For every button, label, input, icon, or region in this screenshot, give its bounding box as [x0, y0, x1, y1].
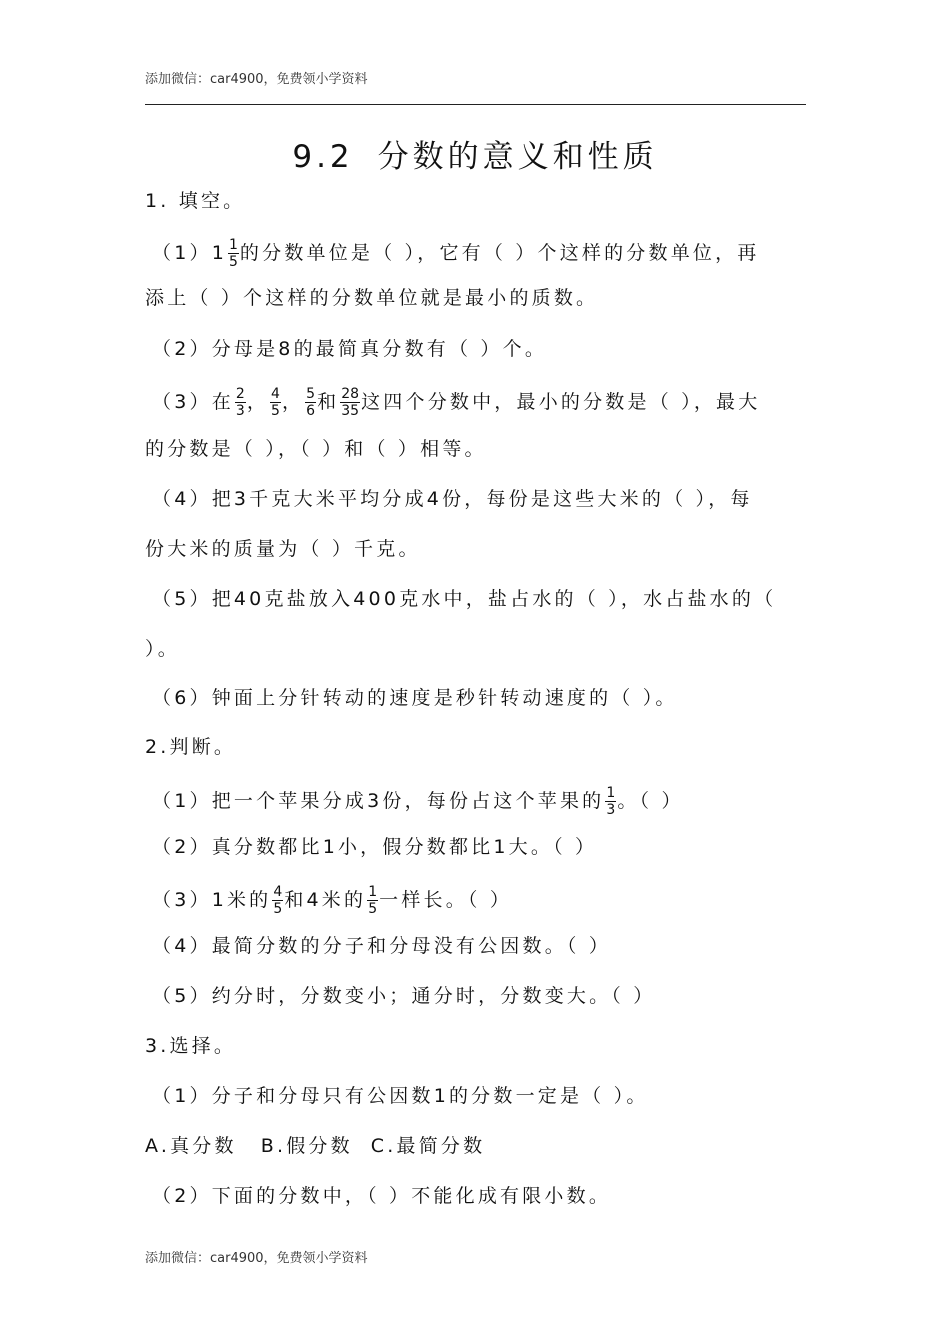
fraction-numerator: 4 [271, 386, 280, 402]
conjunction: 和 [317, 391, 340, 413]
s2-q5: （5）约分时，分数变小；通分时，分数变大。（ ） [152, 985, 656, 1007]
s2-q3-prefix: （3）1米的 [152, 889, 272, 911]
fraction-denominator: 5 [273, 901, 283, 917]
section3-heading: 3.选择。 [145, 1035, 237, 1057]
option-b: B.假分数 [260, 1135, 353, 1157]
s2-q2: （2）真分数都比1小，假分数都比1大。（ ） [152, 836, 598, 858]
fraction-numerator: 2 [235, 386, 245, 402]
s1-q3-line2: 的分数是（ ），（ ）和（ ）相等。 [145, 438, 487, 460]
fraction-denominator: 5 [229, 254, 238, 270]
separator: ， [281, 391, 305, 413]
section1-heading: 1. 填空。 [145, 190, 246, 212]
s1-q5-line1: （5）把40克盐放入400克水中，盐占水的（ ），水占盐水的（ [152, 588, 777, 610]
section2-heading: 2.判断。 [145, 736, 237, 758]
s2-q1-tail: 。（ ） [617, 790, 684, 812]
s1-q1-fraction [228, 238, 239, 269]
fraction-4-5 [272, 885, 283, 916]
fraction-1-5 [367, 885, 378, 916]
s1-q1-line2: 添上（ ）个这样的分数单位就是最小的质数。 [145, 287, 599, 309]
fraction-denominator: 3 [606, 802, 616, 818]
s1-q4-line1: （4）把3千克大米平均分成4份，每份是这些大米的（ ），每 [152, 488, 753, 510]
option-c: C.最简分数 [370, 1135, 486, 1157]
fraction-numerator: 4 [273, 884, 283, 900]
fraction-denominator: 6 [306, 403, 316, 419]
fraction-28-35 [340, 387, 360, 418]
page-title [0, 131, 950, 176]
s1-q1-text: 的分数单位是（ ），它有（ ）个这样的分数单位，再 [239, 242, 760, 264]
fraction-1-3 [605, 786, 616, 817]
s1-q3-text: 这四个分数中，最小的分数是（ ），最大 [361, 391, 761, 413]
fraction-denominator: 3 [235, 403, 245, 419]
s1-q1-line1 [152, 238, 822, 269]
fraction-numerator: 1 [606, 785, 616, 801]
fraction-denominator: 5 [271, 403, 280, 419]
fraction-2-3 [235, 387, 246, 418]
fraction-5-6 [305, 387, 316, 418]
s1-q3-line1 [152, 387, 822, 418]
s1-q6: （6）钟面上分针转动的速度是秒针转动速度的（ ）。 [152, 687, 678, 709]
s2-q1 [152, 786, 822, 817]
footer-note: 添加微信：car4900，免费领小学资料 [145, 1251, 368, 1266]
header-note: 添加微信：car4900，免费领小学资料 [145, 72, 368, 87]
header-divider [145, 104, 806, 105]
s2-q4: （4）最简分数的分子和分母没有公因数。（ ） [152, 935, 612, 957]
fraction-numerator: 5 [306, 386, 316, 402]
s2-q1-text: （1）把一个苹果分成3份，每份占这个苹果的 [152, 790, 605, 812]
fraction-denominator: 35 [341, 403, 360, 419]
title-number: 9.2 [292, 139, 354, 175]
s3-q1-options [145, 1137, 815, 1156]
s1-q1-whole: 1 [211, 242, 227, 264]
separator: ， [246, 391, 270, 413]
s1-q4-line2: 份大米的质量为（ ）千克。 [145, 538, 421, 560]
s1-q2: （2）分母是8的最简真分数有（ ）个。 [152, 338, 548, 360]
s2-q3 [152, 885, 822, 916]
s3-q2: （2）下面的分数中，（ ）不能化成有限小数。 [152, 1185, 612, 1207]
fraction-denominator: 5 [368, 901, 378, 917]
s1-q3-prefix: （3）在 [152, 391, 234, 413]
s3-q1: （1）分子和分母只有公因数1的分数一定是（ ）。 [152, 1085, 649, 1107]
s2-q3-mid: 和4米的 [284, 889, 367, 911]
s2-q3-tail: 一样长。（ ） [379, 889, 513, 911]
s1-q1-prefix: （1） [152, 242, 212, 264]
option-a: A.真分数 [145, 1135, 237, 1157]
fraction-numerator: 1 [368, 884, 378, 900]
fraction-4-5 [270, 387, 281, 418]
title-text: 分数的意义和性质 [377, 139, 658, 175]
fraction-numerator: 1 [229, 237, 238, 253]
fraction-numerator: 28 [341, 386, 360, 402]
s1-q5-line2: ）。 [145, 638, 180, 660]
